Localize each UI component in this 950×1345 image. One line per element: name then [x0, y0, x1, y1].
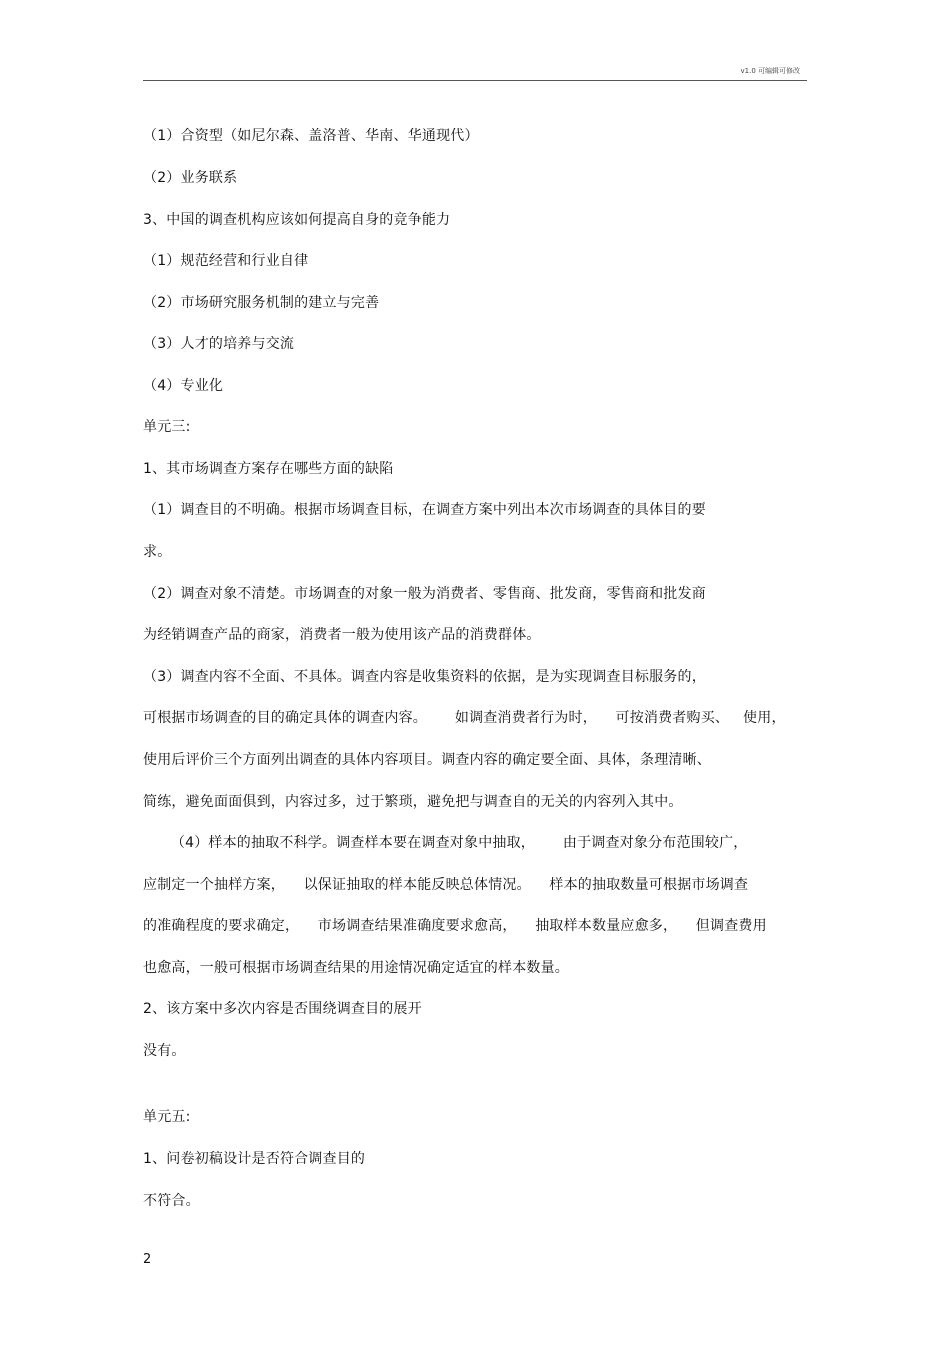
text-line: 为经销调查产品的商家，消费者一般为使用该产品的消费群体。: [143, 627, 541, 643]
text-line: 使用后评价三个方面列出调查的具体内容项目。调查内容的确定要全面、具体，条理清晰、: [143, 752, 711, 768]
question-heading: 1、问卷初稿设计是否符合调查目的: [143, 1151, 366, 1167]
text-line: 可根据市场调查的目的确定具体的调查内容。 如调查消费者行为时， 可按消费者购买、 使用，: [143, 710, 786, 726]
header-divider: [143, 80, 807, 81]
text-line: 不符合。: [143, 1193, 200, 1209]
section-heading: 单元五:: [143, 1109, 191, 1125]
text-line: （1）合资型（如尼尔森、盖洛普、华南、华通现代）: [143, 128, 479, 144]
text-line: 简练，避免面面俱到，内容过多，过于繁琐，避免把与调查自的无关的内容列入其中。: [143, 794, 683, 810]
question-heading: 2、该方案中多次内容是否围绕调查目的展开: [143, 1001, 422, 1017]
text-line: （2）市场研究服务机制的建立与完善: [143, 295, 380, 311]
text-line: 求。: [143, 544, 172, 560]
page-number: 2: [143, 1252, 152, 1267]
text-line: 应制定一个抽样方案， 以保证抽取的样本能反映总体情况。 样本的抽取数量可根据市场调查: [143, 877, 749, 893]
text-line: （4）样本的抽取不科学。调查样本要在调查对象中抽取， 由于调查对象分布范围较广，: [143, 835, 748, 851]
text-line: 3、中国的调查机构应该如何提高自身的竞争能力: [143, 212, 451, 228]
text-line: （2）调查对象不清楚。市场调查的对象一般为消费者、零售商、批发商，零售商和批发商: [143, 586, 706, 602]
version-note: v1.0 可编辑可修改: [740, 67, 800, 75]
text-line: （2）业务联系: [143, 170, 238, 186]
text-line: （3）人才的培养与交流: [143, 336, 295, 352]
text-line: （1）调查目的不明确。根据市场调查目标，在调查方案中列出本次市场调查的具体目的要: [143, 502, 706, 518]
question-heading: 1、其市场调查方案存在哪些方面的缺陷: [143, 461, 394, 477]
text-line: 的准确程度的要求确定， 市场调查结果准确度要求愈高， 抽取样本数量应愈多， 但调查费用: [143, 918, 767, 934]
text-line: 没有。: [143, 1043, 186, 1059]
text-line: （3）调查内容不全面、不具体。调查内容是收集资料的依据，是为实现调查目标服务的，: [143, 669, 706, 685]
section-heading: 单元三:: [143, 419, 191, 435]
text-line: （4）专业化: [143, 378, 224, 394]
text-line: （1）规范经营和行业自律: [143, 253, 309, 269]
text-line: 也愈高，一般可根据市场调查结果的用途情况确定适宜的样本数量。: [143, 960, 569, 976]
